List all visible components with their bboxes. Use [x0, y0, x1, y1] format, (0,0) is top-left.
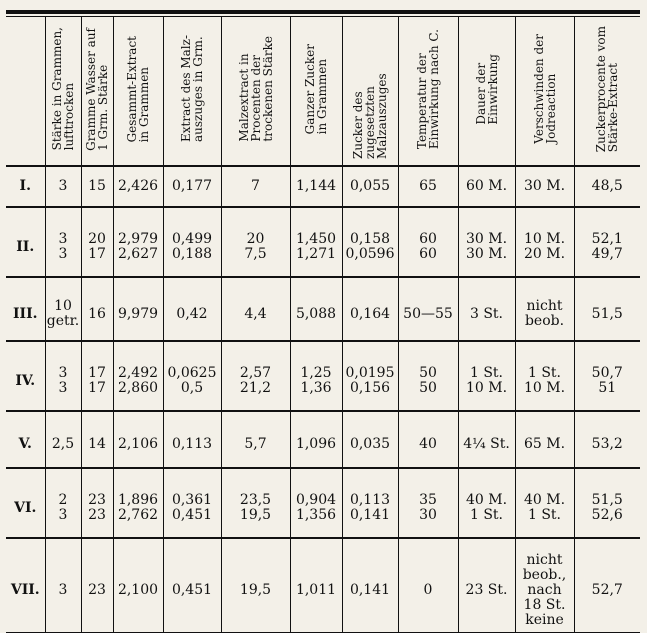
cell-dur: [458, 166, 515, 207]
table-row: [6, 422, 640, 468]
header-duration-text: Dauer der Einwirkung: [473, 53, 500, 125]
cell-text: 60 60: [419, 231, 437, 262]
spacer-cell: [290, 411, 342, 422]
header-iodine-text: Verschwinden der Jodreaction: [531, 34, 558, 144]
table-row: [6, 288, 640, 341]
spacer-cell: [113, 341, 163, 352]
cell-water: [81, 422, 113, 468]
cell-text: 2,100: [117, 582, 159, 598]
spacer-cell: [6, 277, 45, 288]
cell-iodine: [515, 352, 574, 411]
spacer-cell: [81, 411, 113, 422]
cell-text: 48,5: [591, 178, 623, 194]
header-total-extract: [113, 17, 163, 166]
cell-sugar: [290, 352, 342, 411]
cell-starch: [45, 479, 81, 538]
spacer-cell: [6, 207, 45, 218]
cell-text: 0: [423, 582, 433, 598]
top-rule-thick: [6, 10, 640, 14]
cell-text: 16: [88, 305, 106, 322]
cell-text: 23: [88, 582, 106, 598]
header-row: [6, 17, 640, 166]
header-sugar-malt: [342, 17, 398, 166]
cell-pct: [574, 479, 640, 538]
cell-text: 0,451: [171, 582, 213, 598]
cell-text: 2,979 2,627: [117, 231, 159, 262]
header-malt-extract-text: Extract des Malz- auszuges in Grm.: [179, 35, 205, 143]
cell-text: 0,158 0,0596: [345, 231, 395, 262]
spacer-cell: [398, 207, 458, 218]
cell-text: 0,0625 0,5: [167, 365, 217, 396]
spacer-cell: [515, 341, 574, 352]
spacer-cell: [6, 411, 45, 422]
cell-text: 5,7: [244, 436, 267, 452]
cell-starch: [45, 288, 81, 341]
spacer-cell: [342, 468, 398, 479]
cell-total: [113, 422, 163, 468]
cell-sugarmalt: [342, 352, 398, 411]
cell-text: 2 3: [58, 492, 68, 523]
header-malt-percent-text: Malzextract in Procenten der trockenen Stärke: [236, 36, 275, 142]
cell-sugarmalt: [342, 479, 398, 538]
cell-text: 0,055: [349, 178, 391, 194]
cell-malt: [163, 422, 221, 468]
cell-total: [113, 352, 163, 411]
cell-text: 7: [251, 178, 260, 194]
cell-dur: [458, 422, 515, 468]
spacer-cell: [515, 277, 574, 288]
header-temperature-text: Temperatur der Einwirkung nach C.: [415, 28, 441, 150]
cell-text: 3: [58, 178, 68, 194]
cell-text: nicht beob., nach 18 St. keine: [522, 552, 567, 628]
cell-pct: [574, 352, 640, 411]
cell-text: V.: [18, 436, 32, 452]
cell-text: 51,5 52,6: [591, 492, 623, 523]
cell-text: 1 St. 10 M.: [465, 365, 508, 396]
row-label: [6, 479, 45, 538]
spacer-cell: [290, 277, 342, 288]
cell-text: 1,450 1,271: [295, 231, 337, 262]
cell-sugar: [290, 218, 342, 277]
cell-temp: [398, 288, 458, 341]
spacer-cell: [45, 341, 81, 352]
header-total-extract-text: Gesammt-Extract in Grammen: [125, 35, 151, 143]
spacer-cell: [45, 277, 81, 288]
cell-text: 19,5: [239, 582, 272, 598]
spacer-cell: [163, 341, 221, 352]
cell-water: [81, 288, 113, 341]
spacer-cell: [221, 411, 290, 422]
experiment-table: [6, 17, 640, 633]
header-label: [6, 17, 45, 166]
cell-text: 52,7: [591, 582, 623, 598]
cell-starch: [45, 166, 81, 207]
cell-text: 0,164: [349, 305, 391, 322]
cell-temp: [398, 218, 458, 277]
cell-dur: [458, 479, 515, 538]
cell-text: I.: [19, 178, 31, 194]
cell-text: 51,5: [591, 305, 623, 322]
spacer-cell: [113, 207, 163, 218]
cell-text: 0,361 0,451: [171, 492, 213, 523]
cell-temp: [398, 422, 458, 468]
spacer-cell: [574, 411, 640, 422]
cell-text: nicht beob.: [524, 298, 565, 329]
cell-text: 0,42: [176, 305, 208, 322]
cell-sugar: [290, 288, 342, 341]
cell-text: 0,904 1,356: [295, 492, 337, 523]
header-temperature: [398, 17, 458, 166]
table-row: [6, 479, 640, 538]
spacer-cell: [515, 468, 574, 479]
cell-maltpct: [221, 218, 290, 277]
header-water: [81, 17, 113, 166]
cell-text: 30 M.: [523, 178, 566, 194]
spacer-cell: [163, 468, 221, 479]
bleed-through-bottom: [0, 548, 647, 600]
spacer-cell: [290, 341, 342, 352]
cell-malt: [163, 218, 221, 277]
cell-pct: [574, 422, 640, 468]
cell-water: [81, 352, 113, 411]
cell-water: [81, 479, 113, 538]
cell-sugarmalt: [342, 288, 398, 341]
row-label: [6, 422, 45, 468]
cell-pct: [574, 218, 640, 277]
spacer-cell: [163, 411, 221, 422]
spacer-cell: [45, 207, 81, 218]
cell-text: 3 3: [58, 231, 68, 262]
cell-text: 20 7,5: [244, 231, 267, 262]
row-spacer: [6, 207, 640, 218]
cell-text: 4,4: [244, 305, 267, 322]
cell-text: 0,177: [171, 178, 213, 194]
cell-text: 1,144: [295, 178, 337, 194]
cell-text: 65 M.: [523, 436, 566, 452]
header-duration: [458, 17, 515, 166]
cell-starch: [45, 218, 81, 277]
spacer-cell: [398, 341, 458, 352]
cell-text: 2,492 2,860: [117, 365, 159, 396]
cell-total: [113, 218, 163, 277]
cell-water: [81, 218, 113, 277]
cell-malt: [163, 166, 221, 207]
spacer-cell: [515, 411, 574, 422]
cell-total: [113, 288, 163, 341]
cell-pct: [574, 166, 640, 207]
spacer-cell: [574, 341, 640, 352]
header-malt-extract: [163, 17, 221, 166]
cell-sugar: [290, 422, 342, 468]
spacer-cell: [458, 411, 515, 422]
cell-text: 1 St. 10 M.: [523, 365, 566, 396]
header-iodine: [515, 17, 574, 166]
cell-text: 10 M. 20 M.: [523, 231, 566, 262]
cell-text: VI.: [14, 499, 37, 516]
cell-dur: [458, 218, 515, 277]
spacer-cell: [290, 207, 342, 218]
cell-temp: [398, 166, 458, 207]
cell-text: 50,7 51: [591, 365, 623, 396]
cell-text: 40 M. 1 St.: [523, 492, 566, 523]
cell-text: 2,106: [117, 436, 159, 452]
spacer-cell: [113, 277, 163, 288]
cell-iodine: [515, 166, 574, 207]
header-starch-text: Stärke in Grammen, lufttrocken: [50, 27, 76, 151]
cell-text: 60 M.: [465, 178, 508, 194]
cell-total: [113, 166, 163, 207]
spacer-cell: [6, 468, 45, 479]
spacer-cell: [81, 341, 113, 352]
spacer-cell: [574, 277, 640, 288]
cell-dur: [458, 288, 515, 341]
cell-text: 9,979: [117, 305, 159, 322]
cell-text: 3 St.: [469, 305, 504, 322]
cell-sugarmalt: [342, 166, 398, 207]
cell-text: 1,896 2,762: [117, 492, 159, 523]
cell-text: 0,113 0,141: [349, 492, 391, 523]
cell-text: 5,088: [295, 305, 337, 322]
cell-text: 23 23: [88, 492, 106, 523]
cell-text: 53,2: [591, 436, 623, 452]
row-spacer: [6, 468, 640, 479]
table-row: [6, 352, 640, 411]
cell-text: 23 St.: [465, 582, 508, 598]
spacer-cell: [574, 468, 640, 479]
row-spacer: [6, 341, 640, 352]
cell-text: 14: [88, 436, 106, 452]
cell-text: 0,113: [171, 436, 213, 452]
header-malt-percent: [221, 17, 290, 166]
cell-iodine: [515, 288, 574, 341]
cell-malt: [163, 288, 221, 341]
cell-iodine: [515, 479, 574, 538]
row-label: [6, 352, 45, 411]
cell-text: 0,141: [349, 582, 391, 598]
row-label: [6, 288, 45, 341]
cell-text: 15: [88, 178, 106, 194]
row-spacer: [6, 411, 640, 422]
spacer-cell: [113, 468, 163, 479]
cell-iodine: [515, 422, 574, 468]
cell-total: [113, 479, 163, 538]
spacer-cell: [221, 341, 290, 352]
spacer-cell: [45, 468, 81, 479]
spacer-cell: [342, 411, 398, 422]
row-label: [6, 166, 45, 207]
cell-text: 0,0195 0,156: [345, 365, 395, 396]
cell-text: IV.: [15, 372, 36, 389]
cell-text: 10 getr.: [46, 298, 80, 329]
cell-text: 50—55: [403, 305, 453, 322]
spacer-cell: [221, 207, 290, 218]
cell-text: 3 3: [58, 365, 68, 396]
spacer-cell: [163, 207, 221, 218]
spacer-cell: [45, 411, 81, 422]
spacer-cell: [81, 207, 113, 218]
row-spacer: [6, 277, 640, 288]
cell-maltpct: [221, 166, 290, 207]
cell-maltpct: [221, 479, 290, 538]
spacer-cell: [398, 411, 458, 422]
cell-water: [81, 166, 113, 207]
cell-text: 40: [419, 436, 437, 452]
spacer-cell: [81, 277, 113, 288]
cell-text: 35 30: [419, 492, 437, 523]
cell-malt: [163, 479, 221, 538]
cell-sugar: [290, 479, 342, 538]
cell-text: 65: [419, 178, 437, 194]
cell-maltpct: [221, 288, 290, 341]
cell-text: III.: [12, 305, 38, 322]
cell-text: 50 50: [419, 365, 437, 396]
cell-temp: [398, 352, 458, 411]
spacer-cell: [458, 468, 515, 479]
spacer-cell: [342, 277, 398, 288]
header-sugar-malt-text: Zucker des zugesetzten Malzauszuges: [351, 73, 389, 159]
spacer-cell: [290, 468, 342, 479]
cell-text: VII.: [10, 582, 40, 598]
spacer-cell: [113, 411, 163, 422]
spacer-cell: [221, 277, 290, 288]
spacer-cell: [458, 341, 515, 352]
cell-text: 1,25 1,36: [300, 365, 332, 396]
cell-text: 2,57 21,2: [239, 365, 272, 396]
cell-text: 2,5: [51, 436, 75, 452]
cell-text: 20 17: [88, 231, 106, 262]
cell-text: 52,1 49,7: [591, 231, 623, 262]
spacer-cell: [6, 341, 45, 352]
spacer-cell: [221, 468, 290, 479]
header-sugar-text: Ganzer Zucker in Grammen: [303, 43, 329, 135]
header-starch: [45, 17, 81, 166]
cell-text: 0,499 0,188: [171, 231, 213, 262]
spacer-cell: [574, 207, 640, 218]
table-row: [6, 218, 640, 277]
table-row: [6, 166, 640, 207]
cell-text: 40 M. 1 St.: [465, 492, 508, 523]
cell-text: 2,426: [117, 178, 159, 194]
cell-sugar: [290, 166, 342, 207]
cell-iodine: [515, 218, 574, 277]
cell-text: 30 M. 30 M.: [465, 231, 508, 262]
header-water-text: Gramme Wasser auf 1 Grm. Stärke: [84, 27, 110, 151]
spacer-cell: [458, 277, 515, 288]
cell-text: 0,035: [349, 436, 391, 452]
bleed-through-top: [0, 0, 647, 9]
spacer-cell: [398, 277, 458, 288]
spacer-cell: [515, 207, 574, 218]
cell-text: 23,5 19,5: [239, 492, 272, 523]
spacer-cell: [342, 341, 398, 352]
cell-starch: [45, 352, 81, 411]
cell-dur: [458, 352, 515, 411]
spacer-cell: [163, 277, 221, 288]
cell-temp: [398, 479, 458, 538]
cell-text: 1,011: [295, 582, 337, 598]
spacer-cell: [81, 468, 113, 479]
cell-sugarmalt: [342, 422, 398, 468]
cell-starch: [45, 422, 81, 468]
cell-text: II.: [16, 238, 35, 255]
row-label: [6, 218, 45, 277]
spacer-cell: [398, 468, 458, 479]
cell-maltpct: [221, 352, 290, 411]
cell-text: 1,096: [295, 436, 337, 452]
header-sugar-percent-text: Zuckerprocente vom Stärke-Extract: [594, 25, 621, 153]
cell-text: 17 17: [88, 365, 106, 396]
cell-malt: [163, 352, 221, 411]
cell-pct: [574, 288, 640, 341]
cell-text: 3: [58, 582, 68, 598]
header-sugar-percent: [574, 17, 640, 166]
cell-maltpct: [221, 422, 290, 468]
spacer-cell: [342, 207, 398, 218]
cell-text: 4¼ St.: [463, 436, 510, 452]
spacer-cell: [458, 207, 515, 218]
header-sugar: [290, 17, 342, 166]
cell-sugarmalt: [342, 218, 398, 277]
